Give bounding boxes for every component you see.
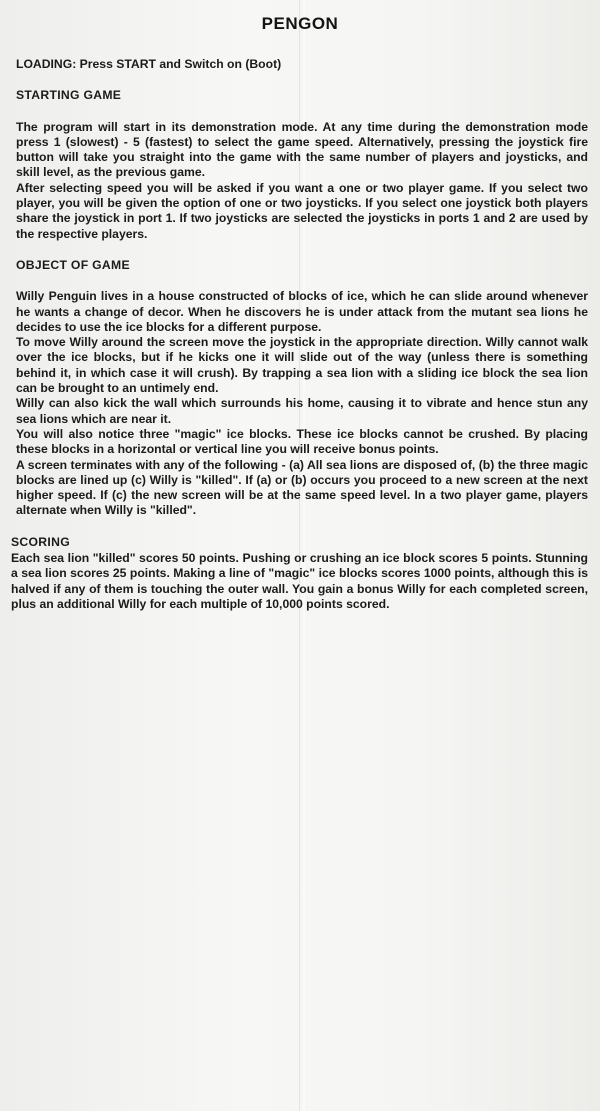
starting-game-paragraph-1: The program will start in its demonstration mode. At any time during the demonstration mode press 1 (slowest) - 5 (fastest) to select the game speed. Alternatively, pressing the joystick fire button will take you straight into the game with the same number of players and joysticks, and skill level, as the previous game. [16, 119, 588, 180]
section-heading-object-of-game: OBJECT OF GAME [16, 257, 130, 272]
section-heading-scoring: SCORING [11, 534, 70, 549]
spacer [16, 519, 588, 535]
object-of-game-paragraph-2: To move Willy around the screen move the joystick in the appropriate direction. Willy cannot walk over the ice blocks, but if he kicks one it will slide out of the way (unless there is something behind it, in which case it will crush). By trapping a sea lion with a sliding ice block the sea lion can be brought to an untimely end. [16, 335, 588, 396]
scoring-paragraph: Each sea lion "killed" scores 50 points. Pushing or crushing an ice block scores 5 points. Stunning a sea lion scores 25 points. Making a line of "magic" ice blocks scores 1000 points, although this is halved if any of them is touching the outer wall. You gain a bonus Willy for each completed screen, plus an additional Willy for each multiple of 10,000 points scored. [11, 551, 588, 611]
document-title: PENGON [261, 14, 339, 33]
object-of-game-paragraph-4: You will also notice three "magic" ice blocks. These ice blocks cannot be crushed. By placing these blocks in a horizontal or vertical line you will receive bonus points. [16, 426, 588, 457]
object-of-game-paragraph-3: Willy can also kick the wall which surrounds his home, causing it to vibrate and hence stun any sea lions which are near it. [16, 396, 588, 426]
object-of-game-paragraph-1: Willy Penguin lives in a house constructed of blocks of ice, which he can slide around whenever he wants a change of decor. When he discovers he is under attack from the mutant sea lions he decides to use the ice blocks for a different purpose. [16, 289, 588, 334]
section-heading-starting-game: STARTING GAME [16, 88, 122, 103]
object-of-game-paragraph-5: A screen terminates with any of the following - (a) All sea lions are disposed of, (b) the three magic blocks are lined up (c) Willy is "killed". If (a) or (b) occurs you proceed to a new screen at the next higher speed. If (c) the new screen will be at the same speed level. In a two player game, players alternate when Willy is "killed". [16, 457, 588, 518]
spacer [16, 242, 588, 258]
starting-game-paragraph-2: After selecting speed you will be asked if you want a one or two player game. If you select two player, you will be given the option of one or two joysticks. If you select one joystick both players share the joystick in port 1. If two joysticks are selected the joysticks in ports 1 and 2 are used by the respective players. [16, 180, 588, 241]
loading-instructions: LOADING: Press START and Switch on (Boot) [16, 57, 282, 71]
document-body [11, 57, 588, 612]
scoring-section [11, 535, 588, 612]
